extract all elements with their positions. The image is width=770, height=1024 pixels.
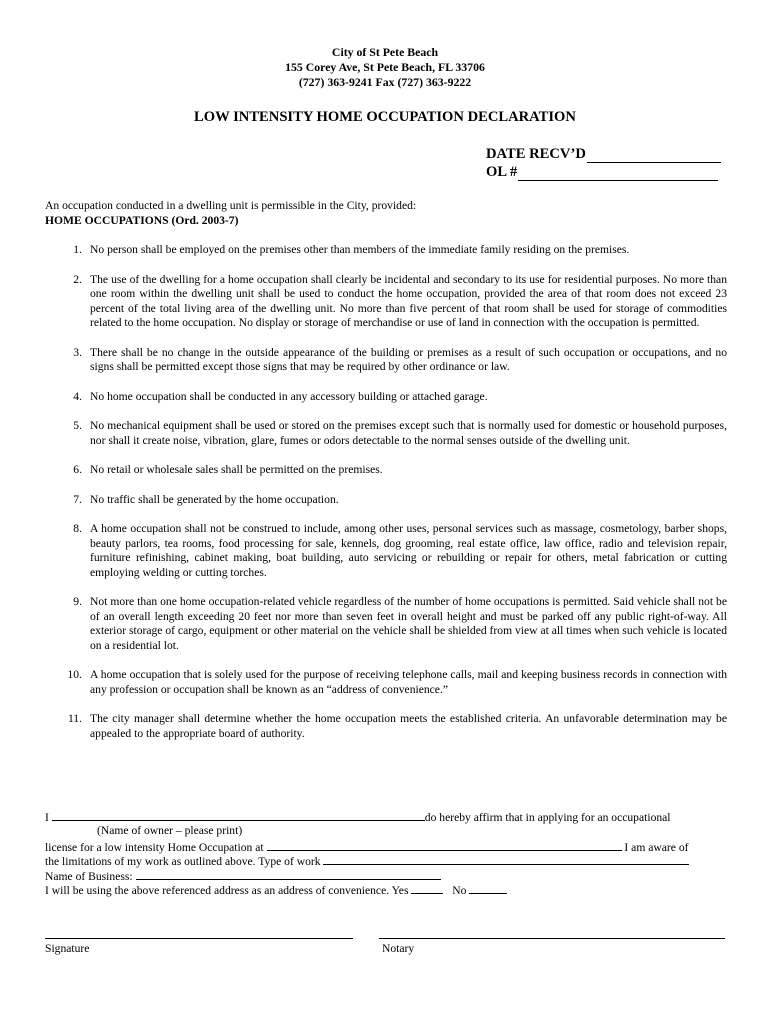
ordinance-heading: HOME OCCUPATIONS (Ord. 2003-7) (45, 213, 239, 227)
owner-name-field[interactable] (52, 809, 425, 821)
ol-number-label: OL # (486, 164, 518, 180)
signature-line[interactable] (45, 938, 353, 939)
rule-text: No traffic shall be generated by the home occupation. (90, 492, 339, 506)
rule-text: No mechanical equipment shall be used or stored on the premises except such that is normally used for domestic or household purposes, nor shall it create noise, vibration, glare, fumes or odors detectable to the normal senses outside of the dwelling unit. (90, 419, 727, 447)
intro-text: An occupation conducted in a dwelling unit is permissible in the City, provided: (45, 199, 417, 212)
rule-number: 7. (73, 492, 82, 506)
convenience-text: I will be using the above referenced address as an address of convenience. Yes (45, 884, 409, 897)
ol-number-field[interactable] (518, 167, 718, 181)
date-received-label: DATE RECV’D (486, 146, 586, 162)
rule-number: 10. (67, 668, 82, 681)
rule-number: 5. (73, 419, 82, 432)
rule-text: Not more than one home occupation-related vehicle regardless of the number of home occupations is permitted. Said vehicle shall not be of an overall length exceeding 20 feet nor more than seven feet in overall height and must be parked off any public right-of-way. All exterior storage of cargo, equipment or other material on the vehicle shall be shielded from view at all times when such vehicle is located on a residential lot. (90, 595, 727, 652)
affirm-text: do hereby affirm that in applying for an occupational (424, 811, 671, 824)
letterhead (0, 45, 770, 90)
rule-number: 4. (73, 389, 82, 403)
limitations-text: the limitations of my work as outlined above. Type of work (45, 855, 321, 868)
aware-text: I am aware of (624, 841, 689, 854)
notary-label: Notary (382, 942, 415, 955)
rule-item (45, 522, 727, 580)
rule-number: 2. (73, 272, 82, 286)
no-field[interactable] (469, 882, 507, 894)
rule-text: A home occupation shall not be construed to include, among other uses, personal services such as massage, cosmetology, barber shops, beauty parlors, tea rooms, food processing for sale, kennels, dog grooming, real estate office, law office, radio and television repair, furniture refinishing, cabinet making, boat building, auto servicing or rebuilding or repair for others, metal fabrication or cutting employing welding or cutting torches. (90, 522, 727, 579)
intro-section (45, 199, 735, 228)
city-phones: (727) 363-9241 Fax (727) 363-9222 (298, 75, 472, 89)
rule-text: No home occupation shall be conducted in any accessory building or attached garage. (90, 389, 488, 403)
rule-item (45, 419, 727, 448)
rule-item (45, 712, 727, 741)
business-name-field[interactable] (136, 868, 441, 880)
rule-item (45, 243, 727, 258)
rule-text: No person shall be employed on the premises other than members of the immediate family residing on the premises. (90, 243, 630, 256)
rule-item (45, 273, 727, 331)
home-occupation-rules (45, 243, 727, 741)
rule-text: No retail or wholesale sales shall be permitted on the premises. (90, 463, 383, 476)
rule-text: There shall be no change in the outside appearance of the building or premises as a result of such occupation or occupations, and no signs shall be permitted except those signs that may be required by other ordinance or law. (90, 345, 727, 373)
license-text: license for a low intensity Home Occupation at (45, 841, 264, 854)
rule-number: 11. (67, 712, 82, 725)
type-of-work-field[interactable] (323, 853, 689, 865)
rule-item (45, 390, 727, 405)
no-label: No (452, 884, 467, 897)
rule-number: 1. (73, 243, 82, 256)
rule-item (45, 595, 727, 653)
rule-number: 3. (73, 345, 82, 359)
office-use-block (486, 145, 721, 181)
rule-text: The use of the dwelling for a home occupation shall clearly be incidental and secondary to its use for residential purposes. No more than one room within the dwelling unit shall be used to conduct the home occupation, provided the area of that room does not exceed 23 percent of the total living area of the dwelling unit. No more than five percent of that room shall be used for storage of commodities related to the home occupation. No display or storage of merchandise or use of land in connection with the occupation is permitted. (90, 272, 727, 329)
rule-text: A home occupation that is solely used for the purpose of receiving telephone calls, mail and keeping business records in connection with any profession or occupation shall be known as an “address of convenience.” (90, 668, 727, 696)
i-label: I (45, 811, 49, 824)
rule-item (45, 668, 727, 697)
rule-item (45, 463, 727, 478)
yes-field[interactable] (411, 882, 443, 894)
declaration-line-5 (45, 882, 507, 899)
city-address: 155 Corey Ave, St Pete Beach, FL 33706 (285, 60, 485, 74)
business-name-label: Name of Business: (45, 870, 133, 883)
rule-item (45, 346, 727, 375)
city-name: City of St Pete Beach (331, 45, 439, 59)
rule-text: The city manager shall determine whether the home occupation meets the established criteria. An unfavorable determination may be appealed to the appropriate board of authority. (90, 712, 727, 740)
rule-item (45, 493, 727, 508)
owner-name-hint: (Name of owner – please print) (97, 824, 243, 837)
document-title: LOW INTENSITY HOME OCCUPATION DECLARATION (194, 109, 576, 125)
notary-line[interactable] (379, 938, 725, 939)
rule-number: 8. (73, 522, 82, 535)
rule-number: 6. (73, 463, 82, 476)
home-occupation-address-field[interactable] (267, 839, 622, 851)
signature-label: Signature (45, 942, 90, 955)
date-received-field[interactable] (587, 149, 721, 163)
rule-number: 9. (73, 595, 82, 608)
